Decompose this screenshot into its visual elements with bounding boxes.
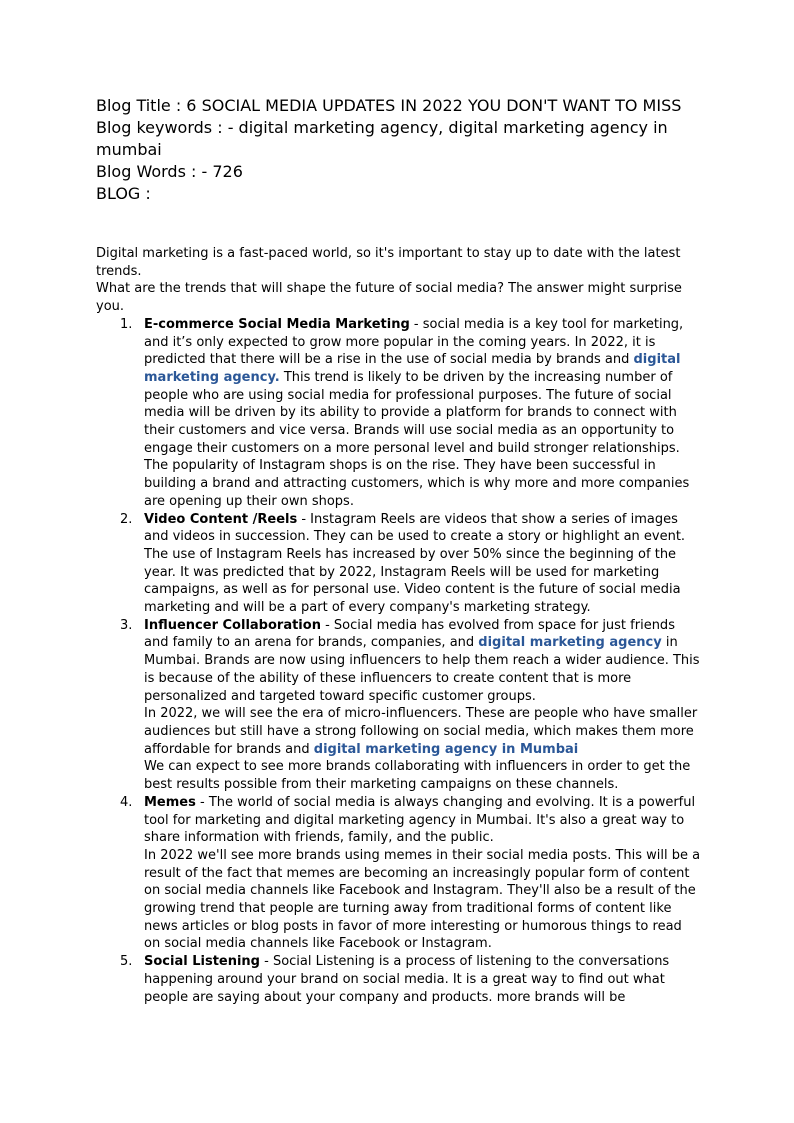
intro-paragraph-2: What are the trends that will shape the future of social media? The answer might surprise you. <box>96 281 682 315</box>
item-text: In 2022 we'll see more brands using memes in their social media posts. This will be a result of the fact that memes are becoming an increasingly popular form of content on social media channels like Facebook and Instagram. They'll also be a result of the growing trend that people are turning away from traditional forms of content like news articles or blog posts in favor of more interesting or humorous things to read on social media channels like Facebook or Instagram. <box>144 847 701 952</box>
blog-keywords-line2: mumbai <box>96 140 162 159</box>
item-text: in Mumbai. Brands are now using influencers to help them reach a wider audience. This is because of the ability of these influencers to create content that is more personalized and targeted toward specific customer groups. <box>144 635 700 704</box>
updates-list <box>96 316 701 1006</box>
item-text: - The world of social media is always changing and evolving. It is a powerful tool for marketing and digital marketing agency in Mumbai. It's also a great way to share information with friends, family, and the public. <box>144 794 696 846</box>
blog-keywords-line1: Blog keywords : - digital marketing agency, digital marketing agency in <box>96 118 668 137</box>
list-item <box>96 316 701 511</box>
list-item <box>96 794 701 953</box>
item-heading: Video Content /Reels <box>144 511 298 527</box>
blog-body <box>96 245 701 1006</box>
item-text: - Instagram Reels are videos that show a series of images and videos in succession. They can be used to create a story or highlight an event. <box>144 511 686 545</box>
keyword-link[interactable]: digital marketing agency in Mumbai <box>313 741 579 757</box>
item-text: - social media is a key tool for marketing, and it’s only expected to grow more popular in the coming years. In 2022, it is predicted that there will be a rise in the use of social media by brands and <box>144 316 684 368</box>
blog-label: BLOG : <box>96 184 151 203</box>
keyword-link[interactable]: digital marketing agency. <box>144 352 681 385</box>
list-item <box>96 511 701 617</box>
list-number: 1. <box>120 316 133 332</box>
item-heading: E-commerce Social Media Marketing <box>144 316 410 332</box>
item-text: This trend is likely to be driven by the increasing number of people who are using social media for professional purposes. The future of social media will be driven by its ability to provide a platform for brands to connect with their customers and vice versa. Brands will use social media as an opportunity to engage their customers on a more personal level and build stronger relationships. The popularity of Instagram shops is on the rise. They have been successful in building a brand and attracting customers, which is why more and more companies are opening up their own shops. <box>144 369 690 509</box>
list-number: 3. <box>120 617 133 633</box>
item-heading: Influencer Collaboration <box>144 617 321 633</box>
item-text: In 2022, we will see the era of micro-influencers. These are people who have smaller audiences but still have a strong following on social media, which makes them more affordable for brands and <box>144 706 698 757</box>
item-heading: Memes <box>144 794 196 810</box>
item-text: We can expect to see more brands collaborating with influencers in order to get the best results possible from their marketing campaigns on these channels. <box>144 759 691 793</box>
list-number: 2. <box>120 511 133 527</box>
list-number: 4. <box>120 794 133 810</box>
intro-paragraph-1: Digital marketing is a fast-paced world, so it's important to stay up to date with the latest trends. <box>96 246 681 279</box>
item-text: The use of Instagram Reels has increased by over 50% since the beginning of the year. It was predicted that by 2022, Instagram Reels will be used for marketing campaigns, as well as for personal use. Video content is the future of social media marketing and will be a part of every company's marketing strategy. <box>144 546 681 616</box>
blog-words: Blog Words : - 726 <box>96 162 243 181</box>
keyword-link[interactable]: digital marketing agency <box>478 635 662 651</box>
item-text: - Social media has evolved from space for just friends and family to an arena for brands, companies, and <box>144 617 675 651</box>
list-item <box>96 953 701 1006</box>
blog-title: Blog Title : 6 SOCIAL MEDIA UPDATES IN 2022 YOU DON'T WANT TO MISS <box>96 96 682 115</box>
list-number: 5. <box>120 954 133 970</box>
blog-meta <box>96 95 701 205</box>
item-text: - Social Listening is a process of listening to the conversations happening around your brand on social media. It is a great way to find out what people are saying about your company and products. more brands will be <box>144 954 670 1005</box>
document-page <box>96 95 701 1006</box>
item-heading: Social Listening <box>144 954 260 970</box>
list-item <box>96 617 701 794</box>
